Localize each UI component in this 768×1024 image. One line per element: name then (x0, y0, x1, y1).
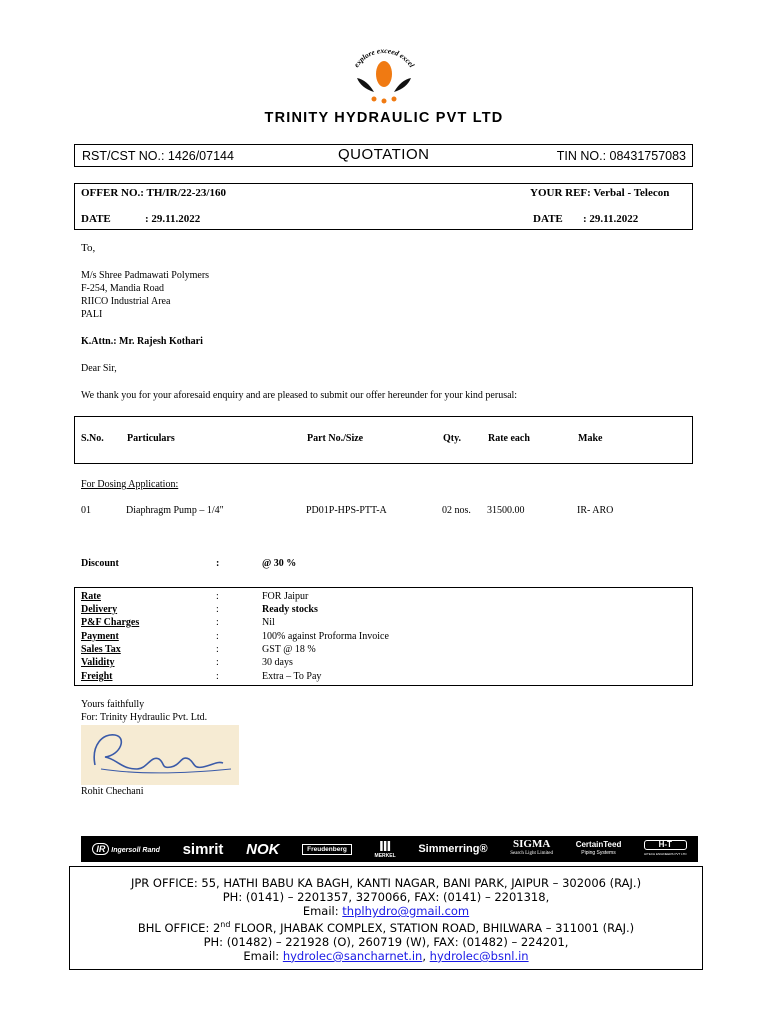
term-label: P&F Charges (81, 617, 140, 628)
address-line: F-254, Mandia Road (81, 283, 165, 294)
document-title: QUOTATION (338, 146, 430, 163)
term-value: GST @ 18 % (262, 644, 316, 655)
cell-particulars: Diaphragm Pump – 1/4" (126, 505, 224, 516)
term-label: Delivery (81, 604, 118, 615)
col-header-rate: Rate each (488, 433, 530, 444)
term-colon: : (216, 591, 219, 602)
date-right-label: DATE (533, 213, 563, 225)
brand-merkel: Ⅲ MERKEL (374, 838, 396, 859)
address-block (81, 269, 209, 321)
term-row-validity (75, 657, 692, 670)
attention-line: K.Attn.: Mr. Rajesh Kothari (81, 336, 203, 347)
term-value: 30 days (262, 657, 293, 668)
section-heading: For Dosing Application: (81, 479, 179, 490)
brand-ingersoll-rand: IR Ingersoll Rand (92, 844, 160, 854)
offer-number: OFFER NO.: TH/IR/22-23/160 (81, 187, 226, 199)
brand-freudenberg: Freudenberg (302, 844, 352, 855)
term-label: Sales Tax (81, 644, 121, 655)
address-line: PALI (81, 309, 103, 320)
for-company: For: Trinity Hydraulic Pvt. Ltd. (81, 712, 208, 723)
term-value: 100% against Proforma Invoice (262, 631, 389, 642)
jpr-office-line: JPR OFFICE: 55, HATHI BABU KA BAGH, KANTI NAGAR, BANI PARK, JAIPUR – 302006 (RAJ.) (130, 876, 642, 890)
brand-certainteed: CertainTeed Piping Systems (575, 840, 622, 856)
term-colon: : (216, 657, 219, 668)
term-colon: : (216, 617, 219, 628)
signature-image (81, 725, 239, 785)
col-header-particulars: Particulars (127, 433, 175, 444)
jpr-email-line: Email: thplhydro@gmail.com (302, 904, 470, 918)
bhl-phone-line: PH: (01482) – 221928 (O), 260719 (W), FAX: (01482) – 224201, (203, 934, 569, 949)
cell-sno: 01 (81, 505, 91, 516)
cell-part-no: PD01P-HPS-PTT-A (306, 505, 387, 516)
address-line: M/s Shree Padmawati Polymers (81, 270, 210, 281)
bhl-office-line: BHL OFFICE: 2nd FLOOR, JHABAK COMPLEX, STATION ROAD, BHILWARA – 311001 (RAJ.) (137, 920, 635, 935)
term-colon: : (216, 644, 219, 655)
discount-row (0, 558, 768, 572)
terms-box (74, 587, 693, 686)
term-value: Extra – To Pay (262, 671, 322, 682)
brand-logo-strip (81, 836, 698, 862)
offer-details-box (74, 183, 693, 230)
term-label: Freight (81, 671, 113, 682)
term-value: Ready stocks (262, 604, 318, 615)
term-colon: : (216, 671, 219, 682)
term-label: Validity (81, 657, 115, 668)
discount-value: @ 30 % (262, 558, 297, 569)
term-value: Nil (262, 617, 275, 628)
company-logo (339, 44, 429, 108)
svg-text:explore exceed excel: explore exceed excel (351, 45, 417, 70)
brand-simrit: simrit (182, 840, 224, 858)
term-label: Payment (81, 631, 119, 642)
date-right-value: : 29.11.2022 (583, 213, 639, 225)
signatory-name: Rohit Chechani (81, 786, 144, 797)
term-colon: : (216, 631, 219, 642)
col-header-part-no: Part No./Size (307, 433, 364, 444)
discount-colon: : (216, 558, 220, 569)
term-row-payment (75, 631, 692, 644)
col-header-make: Make (578, 433, 603, 444)
header-bar (74, 144, 693, 167)
date-left-label: DATE (81, 213, 111, 225)
brand-sigma: SIGMA Search Light Limited (510, 838, 554, 856)
items-table-header (74, 416, 693, 464)
to-label: To, (81, 242, 96, 254)
jpr-phone-line: PH: (0141) – 2201357, 3270066, FAX: (0141) – 2201318, (222, 890, 550, 904)
your-reference: YOUR REF: Verbal - Telecon (530, 187, 670, 199)
brand-nok: NOK (246, 840, 280, 858)
brand-hitech: H-T HITECH ENGINEERS PVT LTD (644, 840, 687, 856)
brand-simmerring: Simmerring® (418, 843, 488, 855)
discount-label: Discount (81, 558, 119, 569)
yours-faithfully: Yours faithfully (81, 699, 145, 710)
intro-paragraph: We thank you for your aforesaid enquiry and are pleased to submit our offer hereunder for your kind perusal: (81, 390, 518, 401)
term-row-rate (75, 591, 692, 604)
term-row-pf-charges (75, 617, 692, 630)
term-label: Rate (81, 591, 101, 602)
jpr-email-link[interactable]: thplhydro@gmail.com (342, 904, 470, 918)
signature-text: Rheka (81, 725, 84, 726)
bhl-email-link-2[interactable]: hydrolec@bsnl.in (429, 948, 529, 963)
term-colon: : (216, 604, 219, 615)
address-line: RIICO Industrial Area (81, 296, 171, 307)
term-row-freight (75, 671, 692, 684)
rst-cst-number: RST/CST NO.: 1426/07144 (82, 149, 234, 163)
bhl-email-link-1[interactable]: hydrolec@sancharnet.in (282, 948, 423, 963)
office-addresses-box (69, 866, 703, 970)
cell-rate: 31500.00 (487, 505, 525, 516)
term-row-sales-tax (75, 644, 692, 657)
salutation: Dear Sir, (81, 363, 117, 374)
company-name: TRINITY HYDRAULIC PVT LTD (264, 110, 504, 126)
cell-qty: 02 nos. (442, 505, 471, 516)
term-row-delivery (75, 604, 692, 617)
tin-number: TIN NO.: 08431757083 (556, 149, 686, 163)
table-row (0, 505, 768, 519)
cell-make: IR- ARO (577, 505, 614, 516)
col-header-sno: S.No. (81, 433, 104, 444)
date-left-value: : 29.11.2022 (145, 213, 201, 225)
term-value: FOR Jaipur (262, 591, 309, 602)
bhl-email-line: Email: hydrolec@sancharnet.in, hydrolec@bsnl.in (243, 948, 529, 963)
col-header-qty: Qty. (443, 433, 462, 444)
